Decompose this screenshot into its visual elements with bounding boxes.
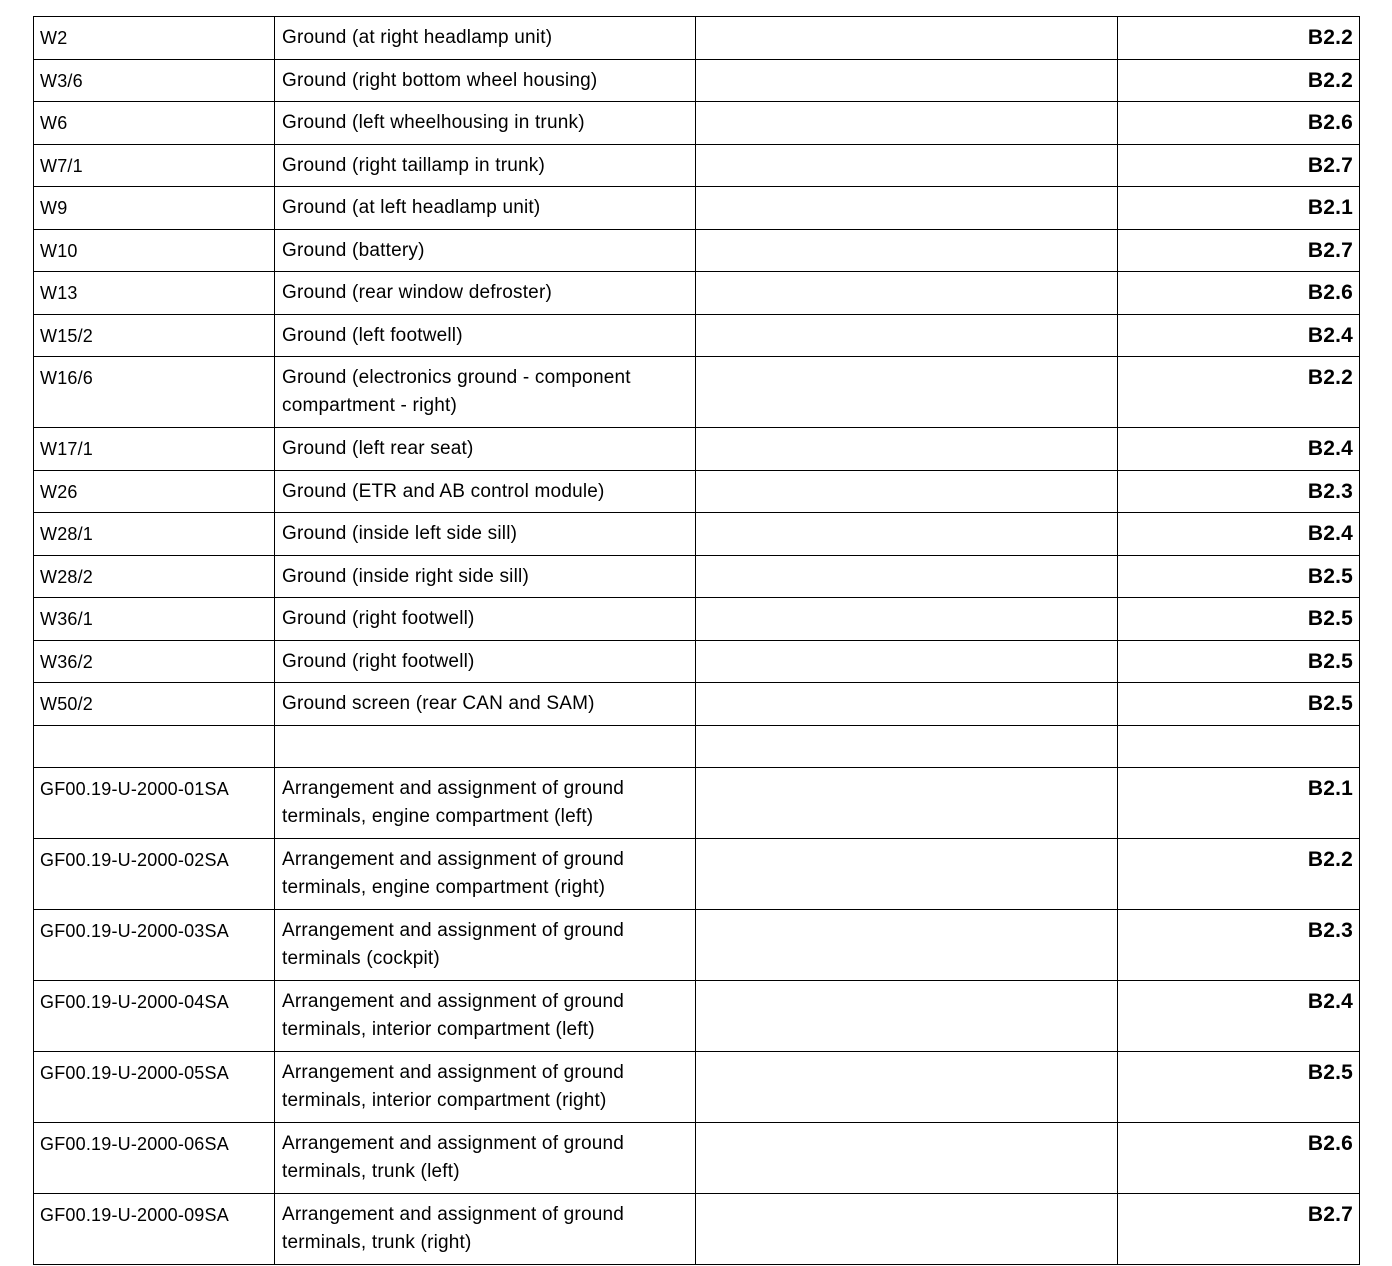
table-row — [34, 102, 1360, 145]
blank-cell — [696, 144, 1118, 187]
code-cell: W17/1 — [34, 428, 275, 471]
ground-points-table — [33, 16, 1360, 1265]
code-cell: GF00.19-U-2000-03SA — [34, 910, 275, 981]
blank-cell — [696, 59, 1118, 102]
table-row — [34, 683, 1360, 726]
table-row — [34, 144, 1360, 187]
code-cell: W13 — [34, 272, 275, 315]
blank-cell — [696, 981, 1118, 1052]
reference-cell: B2.6 — [1118, 102, 1360, 145]
table-body — [34, 17, 1360, 1265]
reference-cell: B2.4 — [1118, 513, 1360, 556]
description-cell — [275, 725, 696, 768]
blank-cell — [696, 683, 1118, 726]
code-cell: W2 — [34, 17, 275, 60]
table-row — [34, 314, 1360, 357]
description-cell: Ground (right taillamp in trunk) — [275, 144, 696, 187]
code-cell: W9 — [34, 187, 275, 230]
code-cell: W28/1 — [34, 513, 275, 556]
blank-cell — [696, 102, 1118, 145]
reference-cell: B2.2 — [1118, 17, 1360, 60]
code-cell — [34, 725, 275, 768]
description-cell: Ground (at right headlamp unit) — [275, 17, 696, 60]
code-cell: W26 — [34, 470, 275, 513]
description-cell: Arrangement and assignment of ground terminals, engine compartment (right) — [275, 839, 696, 910]
table-row — [34, 1052, 1360, 1123]
code-cell: W28/2 — [34, 555, 275, 598]
blank-cell — [696, 513, 1118, 556]
description-cell: Ground (inside left side sill) — [275, 513, 696, 556]
reference-cell: B2.7 — [1118, 144, 1360, 187]
description-cell: Ground (electronics ground - component compartment - right) — [275, 357, 696, 428]
reference-cell: B2.1 — [1118, 768, 1360, 839]
code-cell: W7/1 — [34, 144, 275, 187]
reference-cell: B2.5 — [1118, 640, 1360, 683]
reference-cell: B2.6 — [1118, 272, 1360, 315]
reference-cell: B2.2 — [1118, 839, 1360, 910]
reference-cell: B2.5 — [1118, 555, 1360, 598]
table-row — [34, 17, 1360, 60]
code-cell: W10 — [34, 229, 275, 272]
blank-cell — [696, 725, 1118, 768]
description-cell: Ground (right footwell) — [275, 598, 696, 641]
description-cell: Arrangement and assignment of ground terminals, interior compartment (right) — [275, 1052, 696, 1123]
blank-cell — [696, 428, 1118, 471]
blank-cell — [696, 357, 1118, 428]
code-cell: W36/1 — [34, 598, 275, 641]
table-row — [34, 187, 1360, 230]
description-cell: Arrangement and assignment of ground terminals (cockpit) — [275, 910, 696, 981]
code-cell: W36/2 — [34, 640, 275, 683]
description-cell: Ground (battery) — [275, 229, 696, 272]
table-row — [34, 981, 1360, 1052]
blank-cell — [696, 187, 1118, 230]
description-cell: Ground (rear window defroster) — [275, 272, 696, 315]
table-row — [34, 910, 1360, 981]
table-row — [34, 229, 1360, 272]
table-row — [34, 513, 1360, 556]
blank-cell — [696, 1052, 1118, 1123]
table-row — [34, 272, 1360, 315]
reference-cell: B2.2 — [1118, 357, 1360, 428]
code-cell: GF00.19-U-2000-01SA — [34, 768, 275, 839]
description-cell: Ground (left rear seat) — [275, 428, 696, 471]
code-cell: GF00.19-U-2000-02SA — [34, 839, 275, 910]
description-cell: Ground (right footwell) — [275, 640, 696, 683]
reference-cell: B2.3 — [1118, 470, 1360, 513]
description-cell: Ground (at left headlamp unit) — [275, 187, 696, 230]
code-cell: W3/6 — [34, 59, 275, 102]
reference-cell — [1118, 725, 1360, 768]
code-cell: GF00.19-U-2000-04SA — [34, 981, 275, 1052]
reference-cell: B2.5 — [1118, 683, 1360, 726]
description-cell: Ground (left footwell) — [275, 314, 696, 357]
code-cell: W15/2 — [34, 314, 275, 357]
description-cell: Ground screen (rear CAN and SAM) — [275, 683, 696, 726]
blank-cell — [696, 839, 1118, 910]
blank-cell — [696, 910, 1118, 981]
table-row — [34, 470, 1360, 513]
reference-cell: B2.4 — [1118, 428, 1360, 471]
empty-separator-row — [34, 725, 1360, 768]
code-cell: GF00.19-U-2000-09SA — [34, 1194, 275, 1265]
reference-cell: B2.1 — [1118, 187, 1360, 230]
blank-cell — [696, 1123, 1118, 1194]
reference-cell: B2.4 — [1118, 981, 1360, 1052]
reference-cell: B2.5 — [1118, 598, 1360, 641]
code-cell: W50/2 — [34, 683, 275, 726]
table-row — [34, 839, 1360, 910]
blank-cell — [696, 314, 1118, 357]
code-cell: GF00.19-U-2000-05SA — [34, 1052, 275, 1123]
blank-cell — [696, 640, 1118, 683]
reference-cell: B2.7 — [1118, 1194, 1360, 1265]
blank-cell — [696, 229, 1118, 272]
reference-cell: B2.5 — [1118, 1052, 1360, 1123]
description-cell: Arrangement and assignment of ground terminals, engine compartment (left) — [275, 768, 696, 839]
reference-cell: B2.7 — [1118, 229, 1360, 272]
reference-cell: B2.4 — [1118, 314, 1360, 357]
code-cell: GF00.19-U-2000-06SA — [34, 1123, 275, 1194]
table-row — [34, 1123, 1360, 1194]
blank-cell — [696, 1194, 1118, 1265]
description-cell: Arrangement and assignment of ground terminals, trunk (left) — [275, 1123, 696, 1194]
blank-cell — [696, 17, 1118, 60]
blank-cell — [696, 470, 1118, 513]
description-cell: Ground (left wheelhousing in trunk) — [275, 102, 696, 145]
reference-cell: B2.6 — [1118, 1123, 1360, 1194]
table-row — [34, 598, 1360, 641]
reference-cell: B2.3 — [1118, 910, 1360, 981]
description-cell: Ground (ETR and AB control module) — [275, 470, 696, 513]
reference-cell: B2.2 — [1118, 59, 1360, 102]
table-row — [34, 640, 1360, 683]
table-row — [34, 59, 1360, 102]
description-cell: Arrangement and assignment of ground terminals, interior compartment (left) — [275, 981, 696, 1052]
blank-cell — [696, 768, 1118, 839]
blank-cell — [696, 598, 1118, 641]
code-cell: W6 — [34, 102, 275, 145]
description-cell: Ground (inside right side sill) — [275, 555, 696, 598]
table-row — [34, 1194, 1360, 1265]
blank-cell — [696, 555, 1118, 598]
code-cell: W16/6 — [34, 357, 275, 428]
table-row — [34, 357, 1360, 428]
description-cell: Ground (right bottom wheel housing) — [275, 59, 696, 102]
table-row — [34, 428, 1360, 471]
table-row — [34, 768, 1360, 839]
blank-cell — [696, 272, 1118, 315]
description-cell: Arrangement and assignment of ground terminals, trunk (right) — [275, 1194, 696, 1265]
table-row — [34, 555, 1360, 598]
